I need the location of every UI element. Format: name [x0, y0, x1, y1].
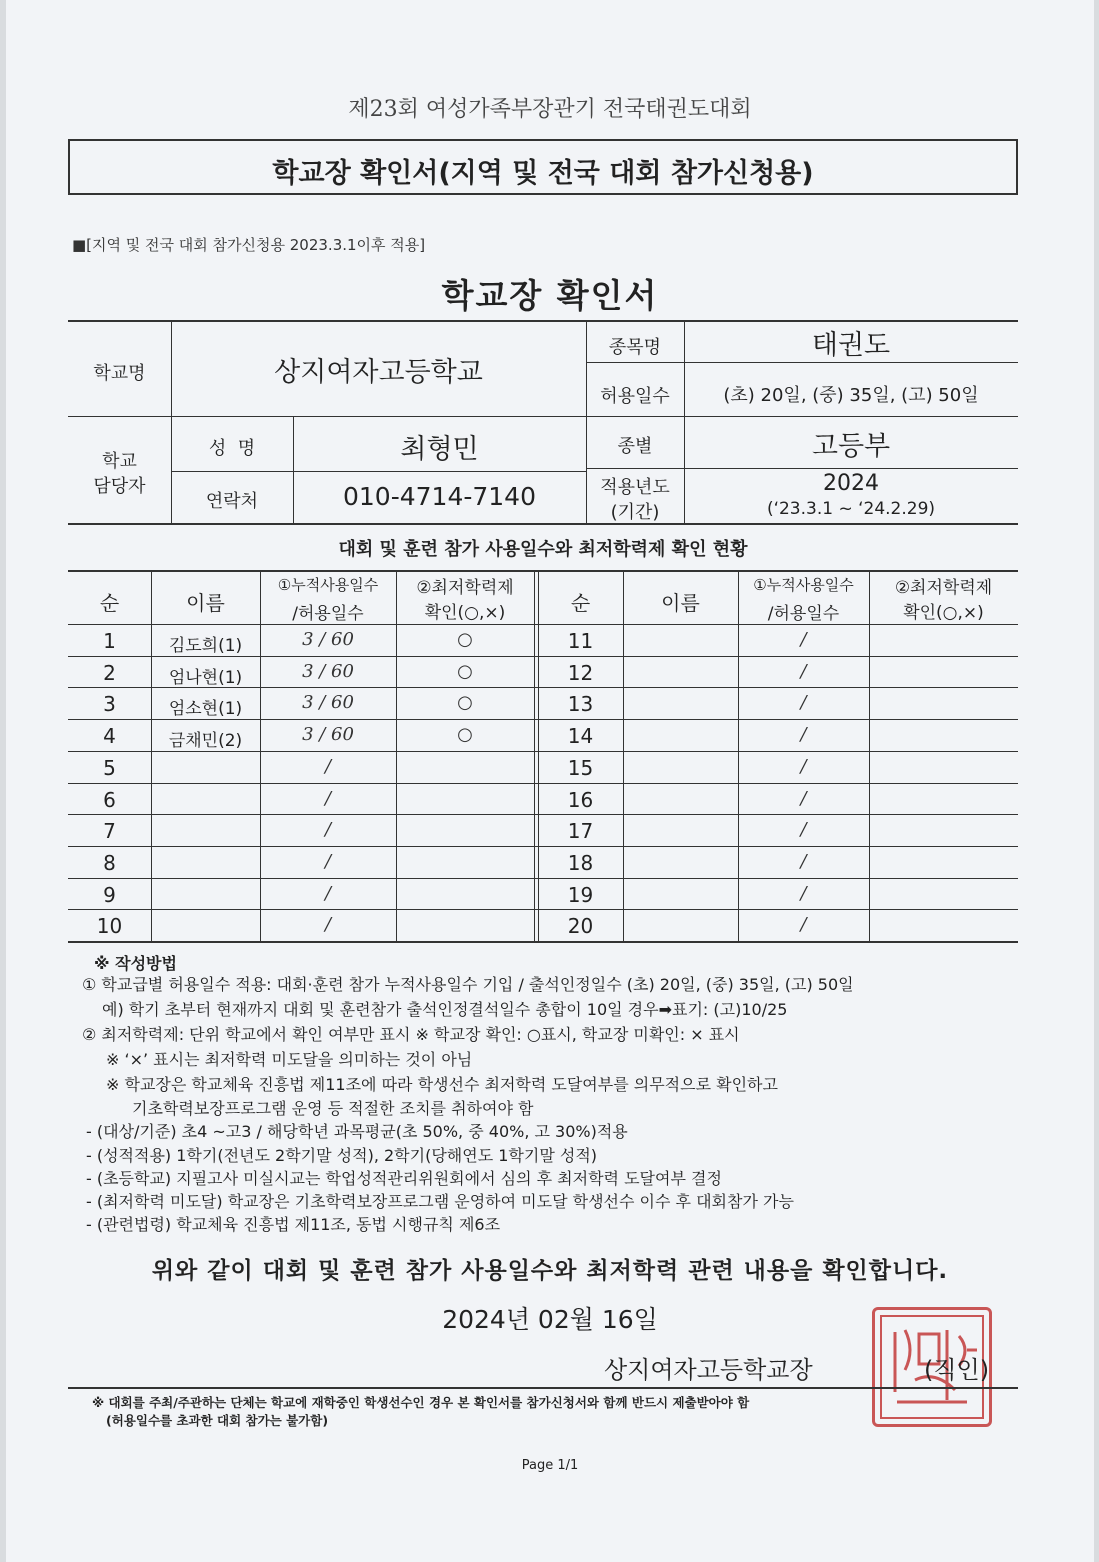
days-used: /	[800, 629, 807, 650]
days-used: /	[324, 850, 332, 872]
student-name: 엄소현(1)	[168, 699, 243, 720]
footer-divider	[68, 1387, 1018, 1389]
col-days-1-right: ①누적사용일수	[753, 576, 854, 594]
apply-note: ■[지역 및 전국 대회 참가신청용 2023.3.1이후 적용]	[72, 236, 426, 254]
note-line: ② 최저학력제: 단위 학교에서 확인 여부만 표시 ※ 학교장 확인: ○표시, 학교장 미확인: × 표시	[82, 1025, 740, 1044]
days-used: /	[800, 787, 807, 809]
row-number: 3	[103, 692, 116, 717]
row-number: 16	[567, 787, 594, 812]
note-line: - (관련법령) 학교체육 진흥법 제11조, 동법 시행규칙 제6조	[86, 1215, 501, 1234]
manager-label-2: 담당자	[93, 476, 146, 497]
note-line: 기초학력보장프로그램 운영 등 적절한 조치를 취하여야 함	[132, 1099, 534, 1118]
year-label-1: 적용년도	[600, 477, 670, 498]
document-page	[6, 0, 1094, 1562]
days-used: /	[800, 914, 807, 936]
days-used: /	[324, 819, 332, 841]
row-number: 12	[567, 660, 594, 685]
row-number: 6	[103, 787, 116, 812]
row-number: 20	[567, 914, 594, 939]
col-check-2-right: 확인(○,×)	[903, 603, 984, 623]
min-academic-check: ○	[457, 629, 473, 650]
year-label-2: (기간)	[610, 502, 660, 523]
col-check-1: ②최저학력제	[416, 578, 514, 598]
days-used: /	[800, 850, 807, 872]
days-used: 3 / 60	[302, 724, 354, 746]
row-number: 5	[103, 755, 116, 780]
year-value: 2024	[823, 471, 879, 496]
allowed-days-label: 허용일수	[600, 386, 670, 407]
row-divider	[68, 909, 1018, 910]
days-used: /	[800, 724, 807, 746]
allowed-days-value: (초) 20일, (중) 35일, (고) 50일	[723, 385, 979, 406]
event-value: 태권도	[811, 330, 891, 361]
col-name-right: 이름	[661, 591, 700, 615]
manager-name: 최형민	[400, 434, 479, 465]
row-number: 2	[103, 660, 116, 685]
days-used: /	[324, 755, 332, 777]
row-number: 13	[567, 692, 594, 717]
note-line: 예) 학기 초부터 현재까지 대회 및 훈련참가 출석인정결석일수 총합이 10일 경우➡표기: (고)10/25	[102, 1000, 788, 1019]
row-number: 14	[567, 724, 594, 749]
col-name: 이름	[186, 591, 225, 615]
notes-heading: ※ 작성방법	[94, 954, 177, 973]
footer-note-1: ※ 대회를 주최/주관하는 단체는 학교에 재학중인 학생선수인 경우 본 확인서를 참가신청서와 함께 반드시 제출받아야 함	[92, 1395, 750, 1410]
event-label: 종목명	[608, 337, 662, 358]
division-value: 고등부	[811, 431, 891, 462]
note-line: - (대상/기준) 초4 ~고3 / 해당학년 과목평균(초 50%, 중 40%, 고 30%)적용	[86, 1122, 628, 1141]
days-used: 3 / 60	[302, 660, 354, 682]
days-used: /	[800, 882, 807, 904]
school-label: 학교명	[93, 363, 146, 384]
confirm-statement: 위와 같이 대회 및 훈련 참가 사용일수와 최저학력 관련 내용을 확인합니다.	[151, 1258, 949, 1284]
days-used: /	[324, 787, 332, 809]
min-academic-check: ○	[457, 660, 473, 682]
student-name: 김도희(1)	[168, 636, 243, 656]
seal-mark: (직인)	[924, 1356, 990, 1384]
period-value: (‘23.3.1 ~ ‘24.2.29)	[766, 499, 936, 519]
col-days-1: ①누적사용일수	[277, 576, 379, 594]
note-line: - (성적적용) 1학기(전년도 2학기말 성적), 2학기(당해연도 1학기말 성적)	[86, 1146, 598, 1165]
note-line: ※ ‘×’ 표시는 최저학력 미도달을 의미하는 것이 아님	[106, 1050, 473, 1069]
note-line: - (최저학력 미도달) 학교장은 기초학력보장프로그램 운영하여 미도달 학생선수 이수 후 대회참가 가능	[86, 1192, 794, 1211]
days-used: /	[800, 692, 807, 714]
row-number: 9	[103, 882, 116, 907]
col-days-2: /허용일수	[292, 604, 364, 624]
row-number: 11	[567, 629, 594, 653]
col-check-2: 확인(○,×)	[424, 603, 506, 623]
col-no-right: 순	[570, 591, 591, 615]
col-no: 순	[99, 591, 120, 615]
note-line: - (초등학교) 지필고사 미실시교는 학업성적관리위원회에서 심의 후 최저학력 도달여부 결정	[86, 1169, 722, 1188]
row-number: 8	[103, 850, 116, 875]
row-number: 4	[103, 724, 116, 749]
student-name: 금채민(2)	[168, 731, 243, 752]
row-divider	[68, 846, 1018, 847]
main-title: 학교장 확인서	[441, 276, 659, 315]
days-used: 3 / 60	[302, 629, 354, 650]
division-label: 종별	[617, 436, 653, 457]
school-value: 상지여자고등학교	[274, 357, 483, 388]
contact-value: 010-4714-7140	[342, 482, 536, 511]
days-used: 3 / 60	[302, 692, 354, 714]
row-number: 7	[103, 819, 116, 844]
contact-label: 연락처	[205, 491, 259, 512]
footer-note-2: (허용일수를 초과한 대회 참가는 불가함)	[106, 1413, 329, 1428]
row-divider	[68, 878, 1018, 879]
days-used: /	[324, 882, 332, 904]
col-days-2-right: /허용일수	[767, 604, 840, 624]
days-used: /	[800, 660, 807, 682]
row-number: 17	[567, 819, 594, 844]
row-number: 1	[103, 629, 116, 653]
row-divider	[68, 814, 1018, 815]
row-divider	[68, 783, 1018, 784]
min-academic-check: ○	[457, 724, 473, 746]
row-number: 19	[567, 882, 594, 907]
page-number: Page 1/1	[521, 1458, 579, 1473]
row-number: 15	[567, 755, 594, 780]
student-name: 엄나현(1)	[168, 667, 243, 688]
note-line: ① 학교급별 허용일수 적용: 대회·훈련 참가 누적사용일수 기입 / 출석인정일수 (초) 20일, (중) 35일, (고) 50일	[82, 975, 854, 994]
event-title: 제23회 여성가족부장관기 전국태권도대회	[348, 97, 752, 122]
note-line: ※ 학교장은 학교체육 진흥법 제11조에 따라 학생선수 최저학력 도달여부를 의무적으로 확인하고	[106, 1075, 778, 1094]
row-number: 18	[567, 850, 594, 875]
days-used: /	[324, 914, 332, 936]
col-check-1-right: ②최저학력제	[894, 578, 993, 598]
boxed-title: 학교장 확인서(지역 및 전국 대회 참가신청용)	[272, 158, 814, 189]
name-label: 성 명	[208, 438, 256, 459]
manager-label-1: 학교	[102, 451, 137, 472]
section-title: 대회 및 훈련 참가 사용일수와 최저학력제 확인 현황	[338, 539, 748, 560]
row-number: 10	[96, 914, 123, 939]
days-used: /	[800, 755, 807, 777]
signer-name: 상지여자고등학교장	[604, 1356, 813, 1384]
confirm-date: 2024년 02월 16일	[442, 1305, 658, 1334]
min-academic-check: ○	[457, 692, 473, 714]
days-used: /	[800, 819, 807, 841]
